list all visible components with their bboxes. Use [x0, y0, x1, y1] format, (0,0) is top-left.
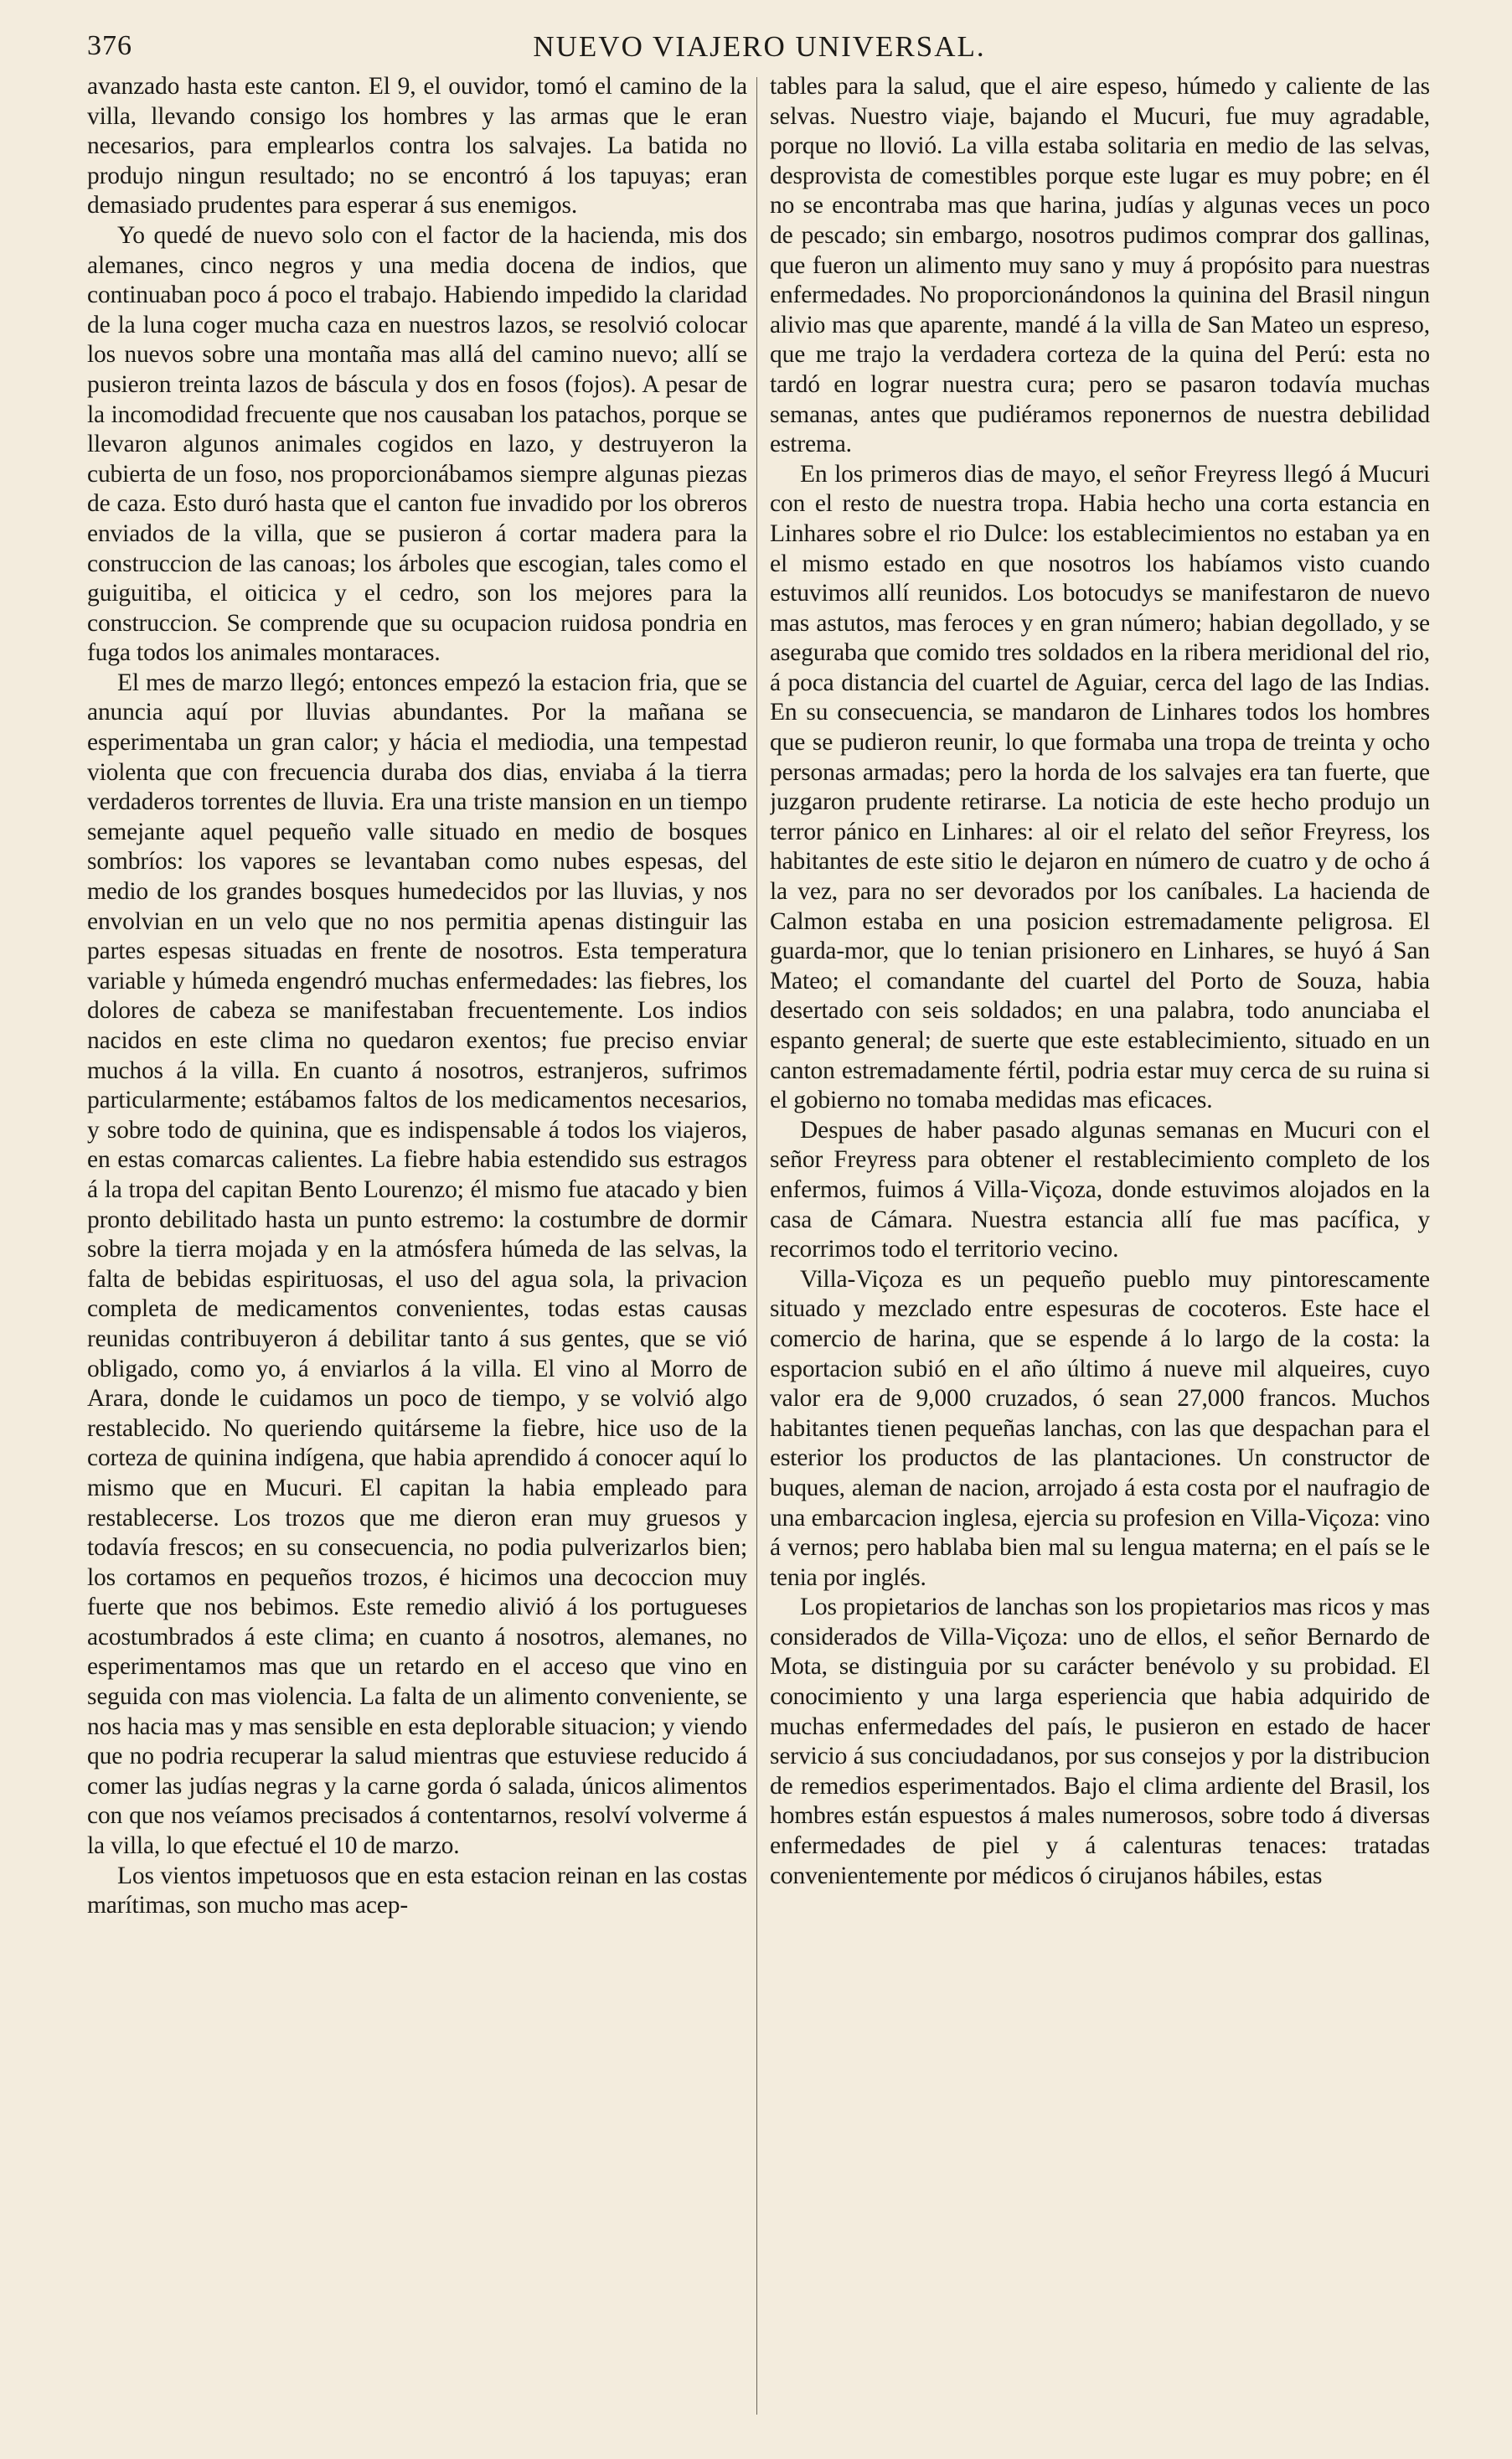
paragraph: En los primeros dias de mayo, el señor Freyress llegó á Mucuri con el resto de nuestra tropa. Habia hecho una corta estancia en Linhares sobre el rio Dulce: los establecimientos no estaban ya en el mismo estado en que nosotros los habíamos visto cuando estuvimos allí reunidos. Los botocudys se manifestaron de nuevo mas astutos, mas feroces y en gran número; habian degollado, y se aseguraba que comido tres soldados en la ribera meridional del rio, á poca distancia del cuartel de Aguiar, cerca del lago de las Indias. En su consecuencia, se mandaron de Linhares todos los hombres que se pudieron reunir, lo que formaba una tropa de treinta y ocho personas armadas; pero la horda de los salvajes era tan fuerte, que juzgaron prudente retirarse. La noticia de este hecho produjo un terror pánico en Linhares: al oir el relato del señor Freyress, los habitantes de este sitio le dejaron en número de cuatro y de ocho á la vez, para no ser devorados por los caníbales. La hacienda de Calmon estaba en una posicion estremadamente peligrosa. El guarda-mor, que lo tenian prisionero en Linhares, se huyó á San Mateo; el comandante del cuartel del Porto de Souza, habia desertado con seis soldados; en una palabra, todo anunciaba el espanto general; de suerte que este establecimiento, situado en un canton estremadamente fértil, podria estar muy cerca de su ruina si el gobierno no tomaba medidas mas eficaces. [770, 460, 1430, 1114]
page-header [87, 25, 1432, 69]
right-column [770, 72, 1430, 2426]
page-number: 376 [87, 30, 132, 61]
column-divider [756, 77, 757, 2415]
paragraph: Despues de haber pasado algunas semanas en Mucuri con el señor Freyress para obtener el restablecimiento completo de los enfermos, fuimos á Villa-Viçoza, donde estuvimos alojados en la casa de Cámara. Nuestra estancia allí fue mas pacífica, y recorrimos todo el territorio vecino. [770, 1116, 1430, 1263]
paragraph: Los vientos impetuosos que en esta estacion reinan en las costas marítimas, son mucho mas acep- [87, 1862, 747, 1919]
paragraph: avanzado hasta este canton. El 9, el ouvidor, tomó el camino de la villa, llevando consigo los hombres y las armas que le eran necesarios, para emplearlos contra los salvajes. La batida no produjo ningun resultado; no se encontró á los tapuyas; eran demasiado prudentes para esperar á sus enemigos. [87, 73, 747, 220]
paragraph: Villa-Viçoza es un pequeño pueblo muy pintorescamente situado y mezclado entre espesuras de cocoteros. Este hace el comercio de harina, que se espende á lo largo de la costa: la esportacion subió en el año último á nueve mil alqueires, cuyo valor era de 9,000 cruzados, ó sean 27,000 francos. Muchos habitantes tienen pequeñas lanchas, con las que despachan para el esterior los productos de las plantaciones. Un constructor de buques, aleman de nacion, arrojado á esta costa por el naufragio de una embarcacion inglesa, ejercia su profesion en Villa-Viçoza: vino á vernos; pero hablaba bien mal su lengua materna; en el país se le tenia por inglés. [770, 1265, 1430, 1591]
left-column [87, 72, 747, 2426]
paragraph: Yo quedé de nuevo solo con el factor de la hacienda, mis dos alemanes, cinco negros y una media docena de indios, que continuaban poco á poco el trabajo. Habiendo impedido la claridad de la luna coger mucha caza en nuestros lazos, se resolvió colocar los nuevos sobre una montaña mas allá del camino nuevo; allí se pusieron treinta lazos de báscula y dos en fosos (fojos). A pesar de la incomodidad frecuente que nos causaban los patachos, porque se llevaron algunos animales cogidos en lazo, y destruyeron la cubierta de un foso, nos proporcionábamos siempre algunas piezas de caza. Esto duró hasta que el canton fue invadido por los obreros enviados de la villa, que se pusieron á cortar madera para la construccion de las canoas; los árboles que escogian, tales como el guiguitiba, el oiticica y el cedro, son los mejores para la construccion. Se comprende que su ocupacion ruidosa pondria en fuga todos los animales montaraces. [87, 221, 747, 667]
paragraph: El mes de marzo llegó; entonces empezó la estacion fria, que se anuncia aquí por lluvias abundantes. Por la mañana se esperimentaba un gran calor; y hácia el mediodia, una tempestad violenta que con frecuencia duraba dos dias, enviaba á la tierra verdaderos torrentes de lluvia. Era una triste mansion en un tiempo semejante aquel pequeño valle situado en medio de bosques sombríos: los vapores se levantaban como nubes espesas, del medio de los grandes bosques humedecidos por las lluvias, y nos envolvian en un velo que no nos permitia apenas distinguir las partes espesas situadas en frente de nosotros. Esta temperatura variable y húmeda engendró muchas enfermedades: las fiebres, los dolores de cabeza se manifestaban frecuentemente. Los indios nacidos en este clima no quedaron exentos; fue preciso enviar muchos á la villa. En cuanto á nosotros, estranjeros, sufrimos particularmente; estábamos faltos de los medicamentos necesarios, y sobre todo de quinina, que es indispensable á todos los viajeros, en estas comarcas calientes. La fiebre habia estendido sus estragos á la tropa del capitan Bento Lourenzo; él mismo fue atacado y bien pronto debilitado hasta un punto estremo: la costumbre de dormir sobre la tierra mojada y en la atmósfera húmeda de las selvas, la falta de bebidas espirituosas, el uso del agua sola, la privacion completa de medicamentos convenientes, todas estas causas reunidas contribuyeron á debilitar tanto á sus gentes, que se vió obligado, como yo, á enviarlos á la villa. El vino al Morro de Arara, donde le cuidamos un poco de tiempo, y se volvió algo restablecido. No queriendo quitárseme la fiebre, hice uso de la corteza de quinina indígena, que habia aprendido á conocer aquí lo mismo que en Mucuri. El capitan la habia empleado para restablecerse. Los trozos que me dieron eran muy gruesos y todavía frescos; en su consecuencia, no podia pulverizarlos bien; los cortamos en pequeños trozos, é hicimos una decoccion muy fuerte que nos bebimos. Este remedio alivió á los portugueses acostumbrados á este clima; en cuanto á nosotros, alemanes, no esperimentamos mas que un retardo en el acceso que vino en seguida con mas violencia. La falta de un alimento conveniente, se nos hacia mas y mas sensible en esta deplorable situacion; y viendo que no podria recuperar la salud mientras que estuviese reducido á comer las judías negras y la carne gorda ó salada, únicos alimentos con que nos veíamos precisados á contentarnos, resolví volverme á la villa, lo que efectué el 10 de marzo. [87, 669, 747, 1860]
paragraph: tables para la salud, que el aire espeso, húmedo y caliente de las selvas. Nuestro viaje, bajando el Mucuri, fue muy agradable, porque no llovió. La villa estaba solitaria en medio de las selvas, desprovista de comestibles porque este lugar es muy pobre; en él no se encontraba mas que harina, judías y algunas veces un poco de pescado; sin embargo, nosotros pudimos comprar dos gallinas, que fueron un alimento muy sano y muy á propósito para nuestras enfermedades. No proporcionándonos la quinina del Brasil ningun alivio mas que aparente, mandé á la villa de San Mateo un espreso, que me trajo la verdadera corteza de la quina del Perú: esta no tardó en lograr nuestra cura; pero se pasaron todavía muchas semanas, antes que pudiéramos reponernos de nuestra debilidad estrema. [770, 73, 1430, 458]
paragraph: Los propietarios de lanchas son los propietarios mas ricos y mas considerados de Villa-Viçoza: uno de ellos, el señor Bernardo de Mota, se distinguia por su carácter benévolo y su probidad. El conocimiento y una larga esperiencia que habia adquirido de muchas enfermedades del país, le pusieron en estado de hacer servicio á sus conciudadanos, por sus consejos y por la distribucion de remedios esperimentados. Bajo el clima ardiente del Brasil, los hombres están espuestos á males numerosos, sobre todo á diversas enfermedades de piel y á calenturas tenaces: tratadas convenientemente por médicos ó cirujanos hábiles, estas [770, 1594, 1430, 1889]
running-title: NUEVO VIAJERO UNIVERSAL. [533, 30, 986, 63]
